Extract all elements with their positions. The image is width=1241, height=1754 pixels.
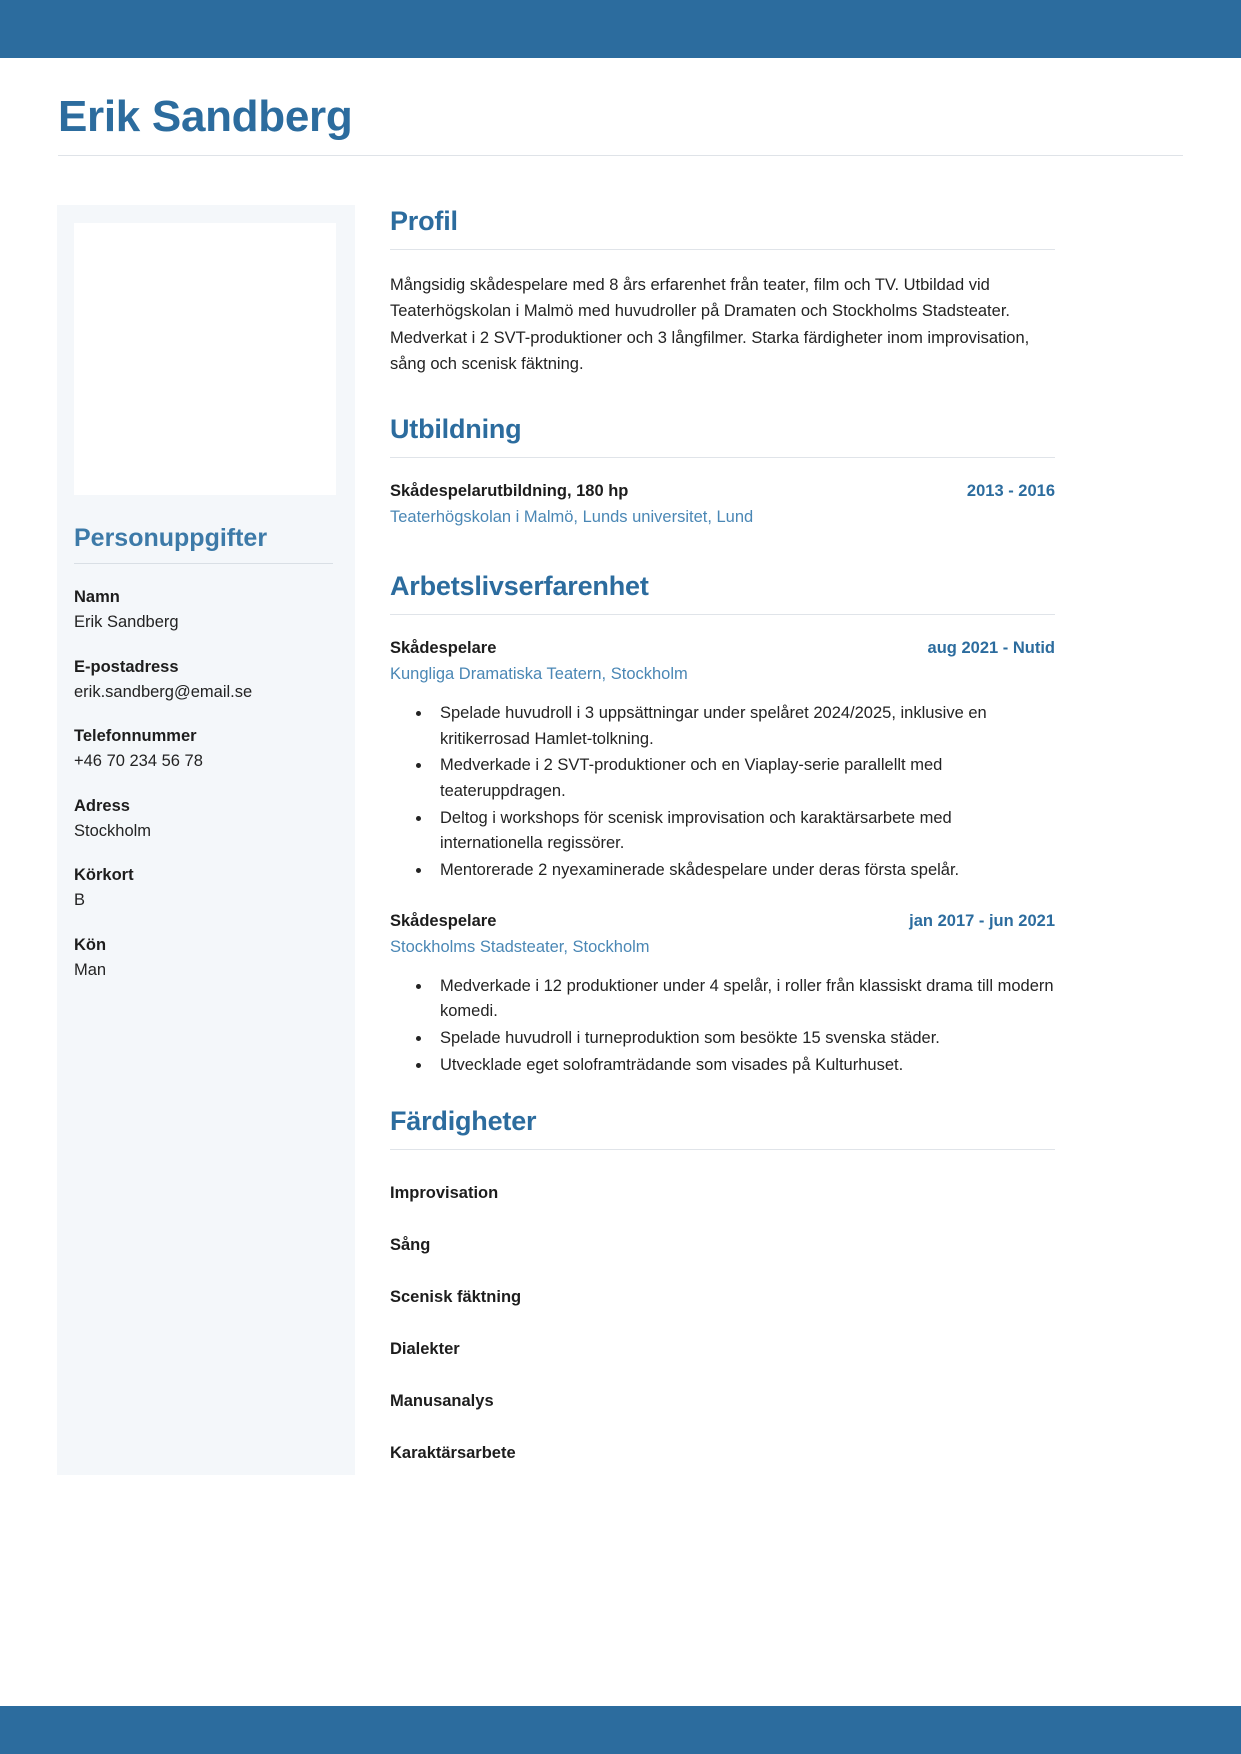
personal-detail-value: +46 70 234 56 78 bbox=[74, 752, 203, 771]
skill-item: Dialekter bbox=[390, 1340, 460, 1359]
entry-title-row bbox=[390, 637, 1055, 661]
skills-list bbox=[390, 1172, 1055, 1466]
personal-detail-label: Namn bbox=[74, 588, 120, 606]
personal-detail-label: Telefonnummer bbox=[74, 727, 197, 746]
experience-entry bbox=[390, 910, 1055, 1079]
entry-bullet-list bbox=[390, 974, 1055, 1079]
entry-organisation: Kungliga Dramatiska Teatern, Stockholm bbox=[390, 665, 688, 684]
page-title: Erik Sandberg bbox=[58, 92, 353, 141]
sidebar-heading-personal-details: Personuppgifter bbox=[74, 524, 268, 552]
personal-detail-label: Kön bbox=[74, 935, 107, 954]
section-heading-education: Utbildning bbox=[390, 413, 522, 444]
section-experience bbox=[390, 570, 1055, 1079]
personal-detail-label: Körkort bbox=[74, 866, 134, 885]
personal-details-list bbox=[74, 586, 333, 981]
sidebar bbox=[57, 205, 355, 1475]
experience-entry bbox=[390, 637, 1055, 884]
personal-detail-field bbox=[74, 795, 333, 843]
section-education bbox=[390, 413, 1055, 570]
skill-item: Sång bbox=[390, 1236, 431, 1254]
entry-bullet: • Medverkade i 2 SVT-produktioner och en Viaplay-serie parallellt med teateruppdragen. bbox=[432, 753, 1055, 804]
name-header bbox=[58, 92, 1183, 156]
entry-bullet: • Utvecklade eget soloframträdande som visades på Kulturhuset. bbox=[432, 1053, 1055, 1079]
entry-bullet: • Medverkade i 12 produktioner under 4 spelår, i roller från klassiskt drama till modern komedi. bbox=[432, 974, 1055, 1025]
profile-photo-placeholder bbox=[74, 223, 336, 495]
section-divider-experience bbox=[390, 614, 1055, 615]
section-skills bbox=[390, 1105, 1055, 1466]
personal-detail-value: erik.sandberg@email.se bbox=[74, 682, 253, 701]
skill-item: Manusanalys bbox=[390, 1392, 494, 1411]
education-entry-list bbox=[390, 480, 1055, 530]
entry-date-range: 2013 - 2016 bbox=[966, 482, 1055, 501]
personal-detail-field bbox=[74, 656, 333, 704]
personal-detail-label: E-postadress bbox=[74, 657, 179, 676]
personal-detail-field bbox=[74, 934, 333, 982]
header-divider bbox=[58, 155, 1183, 156]
section-divider-profile bbox=[390, 249, 1055, 250]
experience-entry-list bbox=[390, 637, 1055, 1078]
sidebar-heading-divider bbox=[74, 563, 333, 564]
bottom-accent-bar bbox=[0, 1706, 1241, 1754]
entry-bullet-list bbox=[390, 701, 1055, 884]
entry-title: Skådespelare bbox=[390, 639, 497, 658]
personal-detail-value: Erik Sandberg bbox=[74, 613, 179, 632]
personal-detail-value: Stockholm bbox=[74, 821, 152, 840]
entry-organisation: Teaterhögskolan i Malmö, Lunds universitet, Lund bbox=[390, 507, 754, 526]
section-profile bbox=[390, 205, 1055, 377]
education-entry bbox=[390, 480, 1055, 530]
skill-item: Karaktärsarbete bbox=[390, 1444, 516, 1463]
skill-item: Improvisation bbox=[390, 1183, 499, 1202]
entry-title-row bbox=[390, 480, 1055, 504]
profile-summary-text: Mångsidig skådespelare med 8 års erfarenhet från teater, film och TV. Utbildad vid Teaterhögskolan i Malmö med huvudroller på Dramaten och Stockholms Stadsteater. Medverkat i 2 SVT-produktioner och 3 långfilmer. Starka färdigheter inom improvisation, sång och scenisk fäktning. bbox=[390, 276, 1030, 373]
entry-bullet: • Mentorerade 2 nyexaminerade skådespelare under deras första spelår. bbox=[432, 858, 1055, 884]
education-spacer bbox=[390, 534, 1055, 570]
section-divider-education bbox=[390, 457, 1055, 458]
entry-date-range: jan 2017 - jun 2021 bbox=[909, 911, 1055, 930]
entry-bullet: • Deltog i workshops för scenisk improvisation och karaktärsarbete med internationella regissörer. bbox=[432, 806, 1055, 857]
entry-title: Skådespelarutbildning, 180 hp bbox=[390, 482, 629, 501]
section-heading-experience: Arbetslivserfarenhet bbox=[390, 570, 649, 601]
personal-detail-field bbox=[74, 864, 333, 912]
personal-detail-field bbox=[74, 725, 333, 773]
entry-date-range: aug 2021 - Nutid bbox=[927, 639, 1055, 658]
personal-detail-label: Adress bbox=[74, 796, 130, 815]
section-heading-skills: Färdigheter bbox=[390, 1105, 537, 1136]
personal-detail-value: B bbox=[74, 891, 86, 910]
entry-title: Skådespelare bbox=[390, 911, 497, 930]
entry-bullet: • Spelade huvudroll i turneproduktion som besökte 15 svenska städer. bbox=[432, 1026, 1055, 1052]
entry-bullet: • Spelade huvudroll i 3 uppsättningar under spelåret 2024/2025, inklusive en kritikerrosad Hamlet-tolkning. bbox=[432, 701, 1055, 752]
top-accent-bar bbox=[0, 0, 1241, 58]
section-heading-profile: Profil bbox=[390, 206, 458, 236]
main-content bbox=[390, 205, 1055, 1494]
personal-detail-value: Man bbox=[74, 960, 107, 979]
section-divider-skills bbox=[390, 1149, 1055, 1150]
entry-title-row bbox=[390, 910, 1055, 934]
skill-item: Scenisk fäktning bbox=[390, 1288, 522, 1307]
entry-organisation: Stockholms Stadsteater, Stockholm bbox=[390, 937, 650, 956]
personal-detail-field bbox=[74, 586, 333, 634]
